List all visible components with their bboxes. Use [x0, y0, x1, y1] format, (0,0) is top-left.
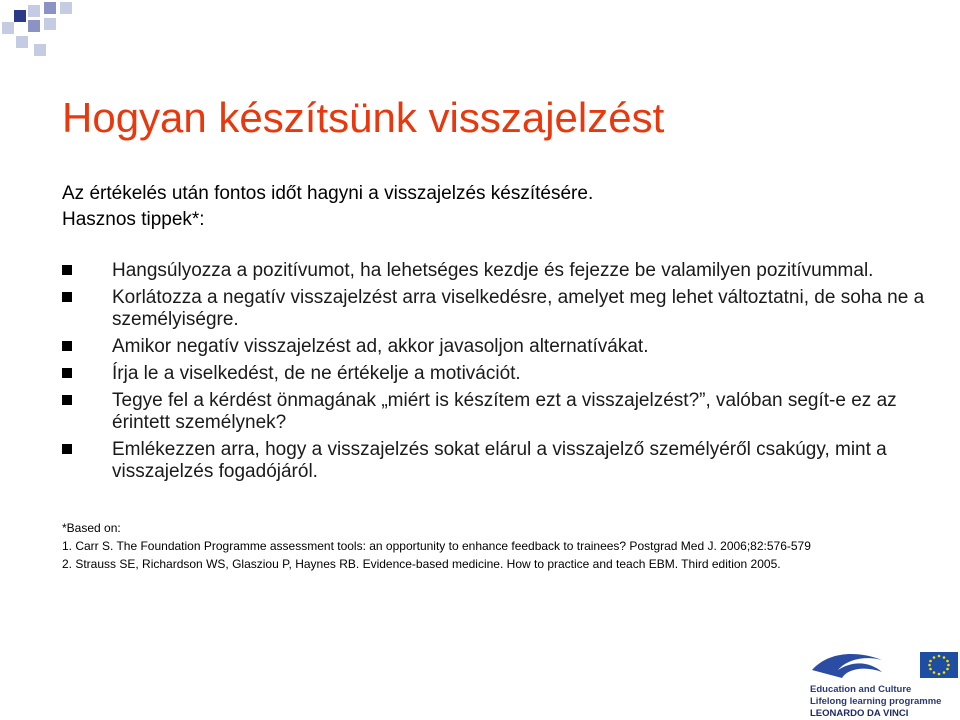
- reference-item: 1. Carr S. The Foundation Programme assessment tools: an opportunity to enhance feedback to trainees? Postgrad Med J. 2006;82:576-579: [62, 539, 811, 553]
- square-bullet-icon: [62, 265, 72, 275]
- logo-line-leonardo: LEONARDO DA VINCI: [810, 708, 909, 719]
- intro-text: [62, 181, 593, 233]
- intro-line: Az értékelés után fontos időt hagyni a visszajelzés készítésére.: [62, 183, 594, 204]
- eu-programme-logo: [808, 648, 960, 720]
- list-item: [62, 390, 942, 434]
- logo-graphic: [808, 648, 960, 684]
- references-heading: *Based on:: [62, 521, 121, 535]
- square-mid: [44, 2, 56, 14]
- square-bullet-icon: [62, 292, 72, 302]
- bullet-text: Emlékezzen arra, hogy a visszajelzés sokat elárul a visszajelző személyéről csakúgy, mint a visszajelzés fogadójáról.: [112, 439, 887, 482]
- square-bullet-icon: [62, 444, 72, 454]
- bullet-text: Tegye fel a kérdést önmagának „miért is készítem ezt a visszajelzést?”, valóban segít-e ez az érintett személynek?: [112, 390, 897, 433]
- logo-line-education: Education and Culture: [810, 684, 912, 695]
- decorative-squares: [0, 0, 110, 70]
- list-item: [62, 439, 942, 483]
- square-light: [44, 18, 56, 30]
- reference-item: 2. Strauss SE, Richardson WS, Glasziou P, Haynes RB. Evidence-based medicine. How to practice and teach EBM. Third edition 2005.: [62, 557, 781, 571]
- square-light: [34, 44, 46, 56]
- square-light: [28, 5, 40, 17]
- logo-swoosh-icon: [812, 654, 882, 678]
- square-light: [60, 2, 72, 14]
- bullet-text: Korlátozza a negatív visszajelzést arra viselkedésre, amelyet meg lehet változtatni, de soha ne a személyiségre.: [112, 287, 925, 330]
- logo-line-lifelong: Lifelong learning programme: [810, 696, 942, 707]
- list-item: [62, 260, 942, 282]
- intro-line: Hasznos tippek*:: [62, 209, 205, 230]
- bullet-text: Hangsúlyozza a pozitívumot, ha lehetséges kezdje és fejezze be valamilyen pozitívummal.: [112, 260, 874, 281]
- square-bullet-icon: [62, 341, 72, 351]
- bullet-text: Amikor negatív visszajelzést ad, akkor javasoljon alternatívákat.: [112, 336, 649, 357]
- square-light: [16, 36, 28, 48]
- square-light: [2, 22, 14, 34]
- slide-title: Hogyan készítsünk visszajelzést: [62, 94, 665, 141]
- list-item: [62, 363, 942, 385]
- tips-list: [62, 256, 942, 488]
- square-dark: [14, 10, 26, 22]
- square-bullet-icon: [62, 395, 72, 405]
- references: [62, 519, 811, 573]
- list-item: [62, 336, 942, 358]
- square-bullet-icon: [62, 368, 72, 378]
- square-mid: [28, 20, 40, 32]
- list-item: [62, 287, 942, 331]
- bullet-text: Írja le a viselkedést, de ne értékelje a motivációt.: [112, 363, 521, 384]
